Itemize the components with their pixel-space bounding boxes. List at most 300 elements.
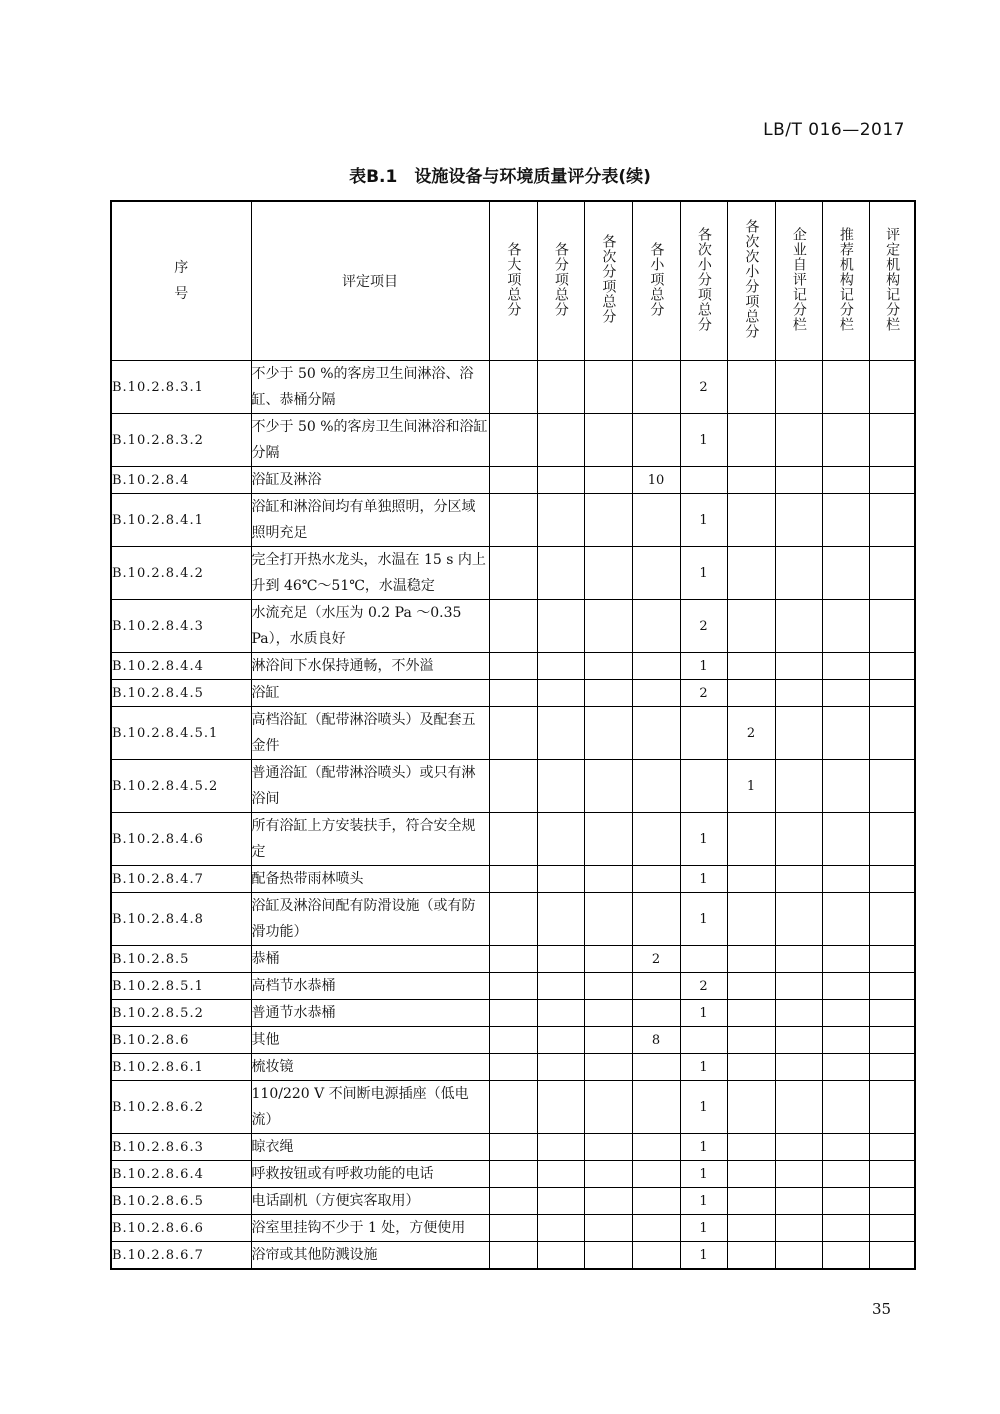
row-score-cell [537, 361, 584, 414]
row-score-cell [869, 1242, 915, 1270]
row-score-cell [869, 946, 915, 973]
row-score-cell [822, 973, 869, 1000]
row-score-cell [489, 361, 537, 414]
row-score-cell [489, 866, 537, 893]
row-item: 淋浴间下水保持通畅，不外溢 [251, 653, 489, 680]
row-score-cell [869, 973, 915, 1000]
row-score-cell [869, 414, 915, 467]
col-header-seq-line2: 号 [174, 286, 189, 302]
row-score-cell: 1 [680, 813, 727, 866]
row-seq: B.10.2.8.3.1 [111, 361, 251, 414]
row-score-cell [775, 467, 822, 494]
row-score-cell: 1 [680, 1054, 727, 1081]
col-header-self-score: 企业自评记分栏 [775, 201, 822, 361]
row-score-cell [584, 893, 632, 946]
row-score-cell [727, 547, 775, 600]
row-score-cell [869, 707, 915, 760]
row-score-cell [775, 600, 822, 653]
table-row [111, 1161, 915, 1188]
table-row [111, 1081, 915, 1134]
row-item: 水流充足（水压为 0.2 Pa ～0.35 Pa），水质良好 [251, 600, 489, 653]
row-score-cell [537, 1054, 584, 1081]
row-score-cell [727, 653, 775, 680]
row-seq: B.10.2.8.4.2 [111, 547, 251, 600]
row-score-cell [775, 1081, 822, 1134]
row-seq: B.10.2.8.6.6 [111, 1215, 251, 1242]
table-row [111, 414, 915, 467]
row-score-cell [537, 1215, 584, 1242]
col-header-rating-score: 评定机构记分栏 [869, 201, 915, 361]
row-score-cell [822, 467, 869, 494]
row-score-cell [537, 1242, 584, 1270]
row-seq: B.10.2.8.4.5.1 [111, 707, 251, 760]
col-header-tertiary-minor-total: 各次次小分项总分 [727, 201, 775, 361]
row-item: 晾衣绳 [251, 1134, 489, 1161]
row-score-cell: 1 [680, 1161, 727, 1188]
row-item: 完全打开热水龙头，水温在 15 s 内上升到 46℃～51℃，水温稳定 [251, 547, 489, 600]
table-row [111, 1054, 915, 1081]
row-score-cell [632, 1188, 680, 1215]
row-score-cell [869, 1000, 915, 1027]
row-item: 配备热带雨林喷头 [251, 866, 489, 893]
row-score-cell [727, 467, 775, 494]
row-score-cell [584, 1000, 632, 1027]
row-score-cell [869, 1054, 915, 1081]
row-score-cell [489, 973, 537, 1000]
row-score-cell [489, 494, 537, 547]
table-row [111, 1242, 915, 1270]
row-seq: B.10.2.8.4.4 [111, 653, 251, 680]
row-item: 浴缸及淋浴间配有防滑设施（或有防滑功能） [251, 893, 489, 946]
row-score-cell [727, 600, 775, 653]
table-row [111, 813, 915, 866]
row-score-cell [632, 813, 680, 866]
row-score-cell [822, 707, 869, 760]
row-score-cell [584, 494, 632, 547]
row-score-cell [584, 1242, 632, 1270]
row-score-cell [537, 414, 584, 467]
row-seq: B.10.2.8.5 [111, 946, 251, 973]
row-score-cell [489, 946, 537, 973]
row-score-cell: 2 [727, 707, 775, 760]
row-score-cell [584, 866, 632, 893]
table-row [111, 361, 915, 414]
row-score-cell [822, 1081, 869, 1134]
row-score-cell [869, 680, 915, 707]
row-score-cell [489, 653, 537, 680]
table-row [111, 467, 915, 494]
row-score-cell [632, 1054, 680, 1081]
row-score-cell [489, 1161, 537, 1188]
table-row [111, 760, 915, 813]
col-header-seq [111, 201, 251, 361]
row-score-cell [537, 1134, 584, 1161]
row-item: 110/220 V 不间断电源插座（低电流） [251, 1081, 489, 1134]
row-score-cell [584, 1027, 632, 1054]
row-score-cell [775, 1161, 822, 1188]
row-seq: B.10.2.8.6.7 [111, 1242, 251, 1270]
row-item: 浴缸 [251, 680, 489, 707]
row-score-cell [584, 946, 632, 973]
row-score-cell [775, 1000, 822, 1027]
row-score-cell: 1 [680, 414, 727, 467]
row-score-cell: 1 [680, 547, 727, 600]
row-item: 其他 [251, 1027, 489, 1054]
row-score-cell [869, 813, 915, 866]
table-row [111, 1215, 915, 1242]
row-score-cell: 1 [727, 760, 775, 813]
row-score-cell [584, 1054, 632, 1081]
row-score-cell [584, 760, 632, 813]
row-score-cell [489, 1081, 537, 1134]
row-score-cell [489, 1242, 537, 1270]
row-item: 所有浴缸上方安装扶手，符合安全规定 [251, 813, 489, 866]
row-score-cell [775, 1215, 822, 1242]
row-score-cell [775, 973, 822, 1000]
row-score-cell [632, 760, 680, 813]
row-score-cell [822, 813, 869, 866]
row-seq: B.10.2.8.6.2 [111, 1081, 251, 1134]
row-score-cell [584, 653, 632, 680]
table-row [111, 680, 915, 707]
row-score-cell [775, 1188, 822, 1215]
row-score-cell [822, 866, 869, 893]
row-score-cell [537, 467, 584, 494]
row-item: 浴室里挂钩不少于 1 处，方便使用 [251, 1215, 489, 1242]
row-score-cell [775, 1027, 822, 1054]
row-score-cell: 10 [632, 467, 680, 494]
row-score-cell [775, 866, 822, 893]
row-score-cell: 2 [680, 973, 727, 1000]
row-score-cell [822, 653, 869, 680]
row-score-cell [680, 1027, 727, 1054]
row-score-cell [727, 1188, 775, 1215]
row-score-cell [727, 1000, 775, 1027]
table-row [111, 973, 915, 1000]
row-score-cell [775, 813, 822, 866]
row-score-cell [822, 414, 869, 467]
row-score-cell [632, 973, 680, 1000]
row-item: 高档浴缸（配带淋浴喷头）及配套五金件 [251, 707, 489, 760]
row-score-cell [822, 946, 869, 973]
row-score-cell: 2 [680, 361, 727, 414]
row-score-cell [822, 1134, 869, 1161]
row-score-cell [489, 813, 537, 866]
row-score-cell [537, 653, 584, 680]
row-score-cell [822, 760, 869, 813]
row-seq: B.10.2.8.6.4 [111, 1161, 251, 1188]
table-row [111, 893, 915, 946]
row-score-cell [727, 1242, 775, 1270]
row-score-cell [584, 1161, 632, 1188]
table-row [111, 1000, 915, 1027]
row-score-cell [680, 760, 727, 813]
row-score-cell: 1 [680, 1134, 727, 1161]
row-score-cell [537, 760, 584, 813]
row-score-cell [727, 946, 775, 973]
row-item: 浴帘或其他防溅设施 [251, 1242, 489, 1270]
row-seq: B.10.2.8.6.3 [111, 1134, 251, 1161]
row-score-cell [584, 680, 632, 707]
row-score-cell [632, 707, 680, 760]
row-score-cell [489, 1188, 537, 1215]
row-score-cell [489, 467, 537, 494]
row-seq: B.10.2.8.3.2 [111, 414, 251, 467]
row-score-cell [869, 600, 915, 653]
row-score-cell: 1 [680, 866, 727, 893]
row-score-cell [537, 600, 584, 653]
row-score-cell [632, 1134, 680, 1161]
row-score-cell [584, 467, 632, 494]
row-score-cell [584, 973, 632, 1000]
row-score-cell [727, 893, 775, 946]
row-score-cell [822, 680, 869, 707]
row-seq: B.10.2.8.4.8 [111, 893, 251, 946]
row-score-cell [727, 973, 775, 1000]
table-body [111, 361, 915, 1270]
row-score-cell [822, 547, 869, 600]
row-seq: B.10.2.8.6.5 [111, 1188, 251, 1215]
row-score-cell [584, 1215, 632, 1242]
row-score-cell: 8 [632, 1027, 680, 1054]
row-score-cell [537, 1081, 584, 1134]
row-score-cell [822, 361, 869, 414]
row-score-cell: 1 [680, 1188, 727, 1215]
row-score-cell [632, 866, 680, 893]
row-seq: B.10.2.8.4.7 [111, 866, 251, 893]
row-score-cell [632, 600, 680, 653]
row-score-cell [775, 1242, 822, 1270]
row-score-cell [632, 547, 680, 600]
row-score-cell [727, 813, 775, 866]
row-score-cell [489, 1000, 537, 1027]
row-score-cell: 2 [680, 680, 727, 707]
row-item: 恭桶 [251, 946, 489, 973]
row-item: 不少于 50 %的客房卫生间淋浴、浴缸、恭桶分隔 [251, 361, 489, 414]
row-score-cell [822, 600, 869, 653]
row-seq: B.10.2.8.5.1 [111, 973, 251, 1000]
row-score-cell [584, 361, 632, 414]
row-score-cell [775, 946, 822, 973]
row-seq: B.10.2.8.6 [111, 1027, 251, 1054]
scoring-table [110, 200, 916, 1270]
row-score-cell [727, 1054, 775, 1081]
row-item: 浴缸及淋浴 [251, 467, 489, 494]
row-score-cell [632, 1000, 680, 1027]
row-score-cell [869, 893, 915, 946]
table-row [111, 946, 915, 973]
page-number: 35 [872, 1300, 892, 1318]
row-score-cell [489, 707, 537, 760]
row-seq: B.10.2.8.4 [111, 467, 251, 494]
row-score-cell: 1 [680, 1000, 727, 1027]
row-score-cell [537, 1000, 584, 1027]
row-score-cell [775, 1054, 822, 1081]
row-item: 普通浴缸（配带淋浴喷头）或只有淋浴间 [251, 760, 489, 813]
row-score-cell: 1 [680, 653, 727, 680]
table-title: 表B.1 设施设备与环境质量评分表(续) [349, 167, 651, 187]
row-item: 不少于 50 %的客房卫生间淋浴和浴缸分隔 [251, 414, 489, 467]
row-score-cell [537, 680, 584, 707]
col-header-sub-total: 各分项总分 [537, 201, 584, 361]
row-score-cell [632, 494, 680, 547]
row-score-cell [537, 893, 584, 946]
row-score-cell [489, 1215, 537, 1242]
row-seq: B.10.2.8.4.5.2 [111, 760, 251, 813]
row-score-cell [869, 1161, 915, 1188]
row-score-cell [489, 1054, 537, 1081]
row-score-cell [537, 1027, 584, 1054]
row-score-cell [632, 361, 680, 414]
row-score-cell [869, 1134, 915, 1161]
row-score-cell [537, 973, 584, 1000]
row-score-cell [869, 467, 915, 494]
row-score-cell [869, 760, 915, 813]
row-score-cell [537, 1188, 584, 1215]
row-score-cell [727, 1081, 775, 1134]
row-score-cell [775, 893, 822, 946]
row-score-cell [775, 494, 822, 547]
table-row [111, 547, 915, 600]
row-score-cell [869, 1188, 915, 1215]
col-header-minor-total: 各小项总分 [632, 201, 680, 361]
row-seq: B.10.2.8.4.1 [111, 494, 251, 547]
table-row [111, 1134, 915, 1161]
row-score-cell [822, 1215, 869, 1242]
row-score-cell [584, 547, 632, 600]
table-row [111, 600, 915, 653]
row-score-cell [537, 547, 584, 600]
row-score-cell [775, 361, 822, 414]
row-score-cell [869, 547, 915, 600]
row-item: 梳妆镜 [251, 1054, 489, 1081]
row-score-cell [775, 653, 822, 680]
row-score-cell [727, 1027, 775, 1054]
row-score-cell [584, 600, 632, 653]
row-score-cell [869, 1027, 915, 1054]
row-score-cell [775, 760, 822, 813]
col-header-item: 评定项目 [251, 201, 489, 361]
table-row [111, 653, 915, 680]
row-score-cell: 1 [680, 494, 727, 547]
standard-code: LB/T 016—2017 [763, 120, 905, 140]
row-item: 呼救按钮或有呼救功能的电话 [251, 1161, 489, 1188]
table-row [111, 494, 915, 547]
row-score-cell [489, 760, 537, 813]
row-score-cell [775, 414, 822, 467]
row-score-cell [775, 680, 822, 707]
row-score-cell [632, 1215, 680, 1242]
row-score-cell [727, 1134, 775, 1161]
row-score-cell [869, 866, 915, 893]
row-score-cell [775, 707, 822, 760]
row-score-cell [822, 494, 869, 547]
row-score-cell [489, 600, 537, 653]
row-score-cell [680, 946, 727, 973]
row-score-cell [632, 1161, 680, 1188]
row-score-cell [584, 813, 632, 866]
row-score-cell [775, 547, 822, 600]
row-seq: B.10.2.8.4.3 [111, 600, 251, 653]
row-score-cell [869, 653, 915, 680]
row-score-cell [680, 467, 727, 494]
row-score-cell [537, 946, 584, 973]
row-score-cell [680, 707, 727, 760]
col-header-recommend-score: 推荐机构记分栏 [822, 201, 869, 361]
row-score-cell [489, 893, 537, 946]
row-score-cell [584, 1081, 632, 1134]
row-score-cell: 1 [680, 1081, 727, 1134]
row-score-cell [822, 1027, 869, 1054]
row-seq: B.10.2.8.6.1 [111, 1054, 251, 1081]
row-score-cell [822, 1242, 869, 1270]
row-score-cell [869, 361, 915, 414]
table-row [111, 1188, 915, 1215]
row-score-cell: 1 [680, 1215, 727, 1242]
col-header-secondary-sub-total: 各次分项总分 [584, 201, 632, 361]
table-row [111, 707, 915, 760]
col-header-seq-line1: 序 [174, 260, 189, 276]
row-score-cell [727, 1215, 775, 1242]
row-seq: B.10.2.8.4.6 [111, 813, 251, 866]
row-score-cell [632, 893, 680, 946]
row-score-cell: 1 [680, 1242, 727, 1270]
table-header-row [111, 201, 915, 361]
col-header-major-total: 各大项总分 [489, 201, 537, 361]
row-score-cell [489, 414, 537, 467]
row-score-cell [822, 1161, 869, 1188]
row-score-cell [537, 1161, 584, 1188]
row-score-cell [584, 414, 632, 467]
row-score-cell [584, 707, 632, 760]
col-header-secondary-minor-total: 各次小分项总分 [680, 201, 727, 361]
row-score-cell [822, 893, 869, 946]
row-score-cell [537, 866, 584, 893]
row-score-cell [727, 494, 775, 547]
row-score-cell [489, 547, 537, 600]
row-item: 高档节水恭桶 [251, 973, 489, 1000]
row-score-cell: 1 [680, 893, 727, 946]
row-score-cell [632, 1242, 680, 1270]
row-score-cell [822, 1188, 869, 1215]
row-item: 普通节水恭桶 [251, 1000, 489, 1027]
row-score-cell [869, 1215, 915, 1242]
row-score-cell [869, 1081, 915, 1134]
table-row [111, 1027, 915, 1054]
row-score-cell [632, 414, 680, 467]
row-score-cell [489, 1134, 537, 1161]
row-item: 浴缸和淋浴间均有单独照明，分区域照明充足 [251, 494, 489, 547]
row-score-cell [727, 866, 775, 893]
row-score-cell [489, 680, 537, 707]
row-score-cell [727, 680, 775, 707]
row-score-cell [632, 680, 680, 707]
row-score-cell [727, 361, 775, 414]
row-item: 电话副机（方便宾客取用） [251, 1188, 489, 1215]
row-score-cell [775, 1134, 822, 1161]
row-score-cell [727, 1161, 775, 1188]
row-score-cell [537, 707, 584, 760]
row-seq: B.10.2.8.5.2 [111, 1000, 251, 1027]
row-score-cell [869, 494, 915, 547]
row-score-cell [489, 1027, 537, 1054]
row-score-cell: 2 [680, 600, 727, 653]
row-score-cell [632, 653, 680, 680]
row-score-cell: 2 [632, 946, 680, 973]
row-score-cell [632, 1081, 680, 1134]
row-score-cell [727, 414, 775, 467]
row-score-cell [822, 1054, 869, 1081]
